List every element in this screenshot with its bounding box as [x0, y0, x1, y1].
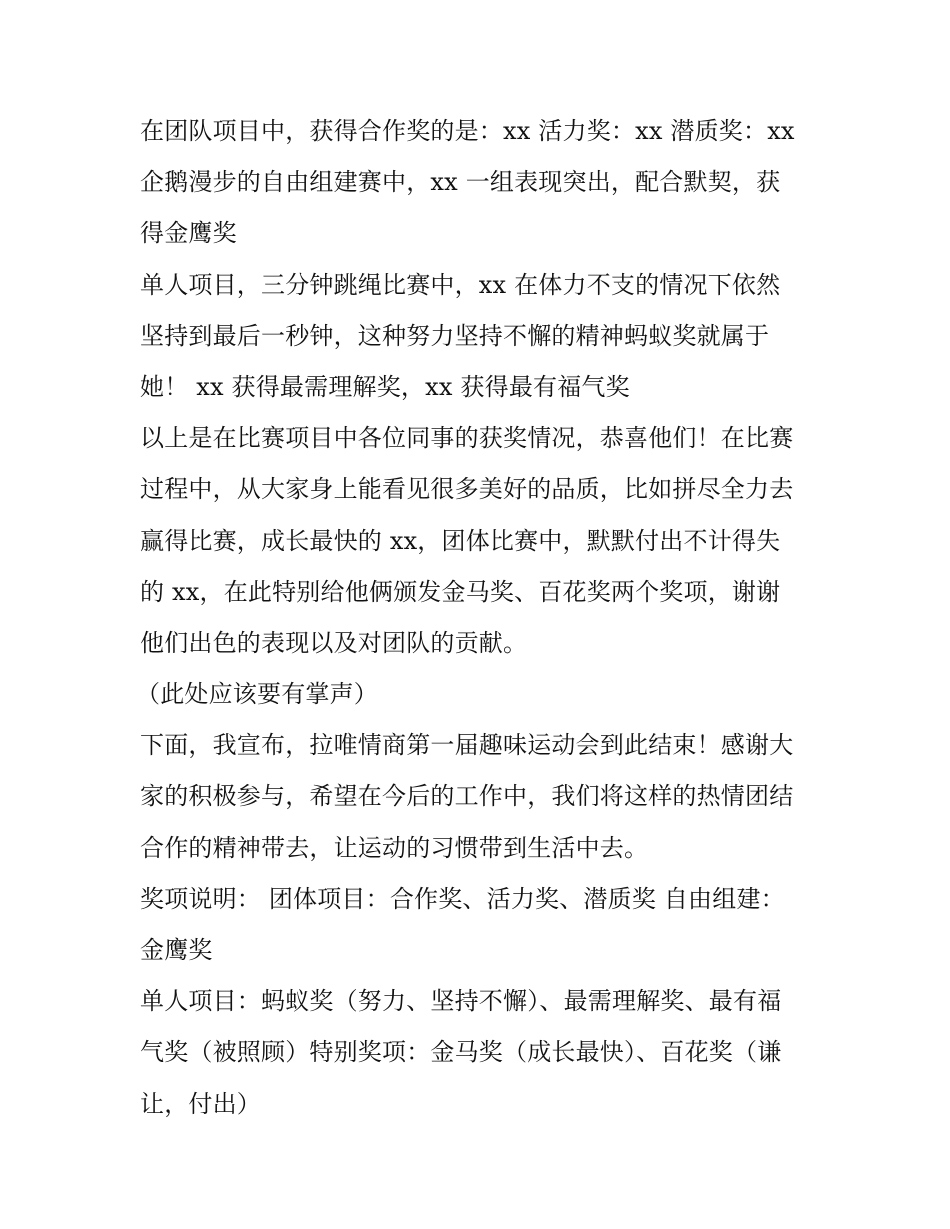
text-line: 赢得比赛，成长最快的 xx，团体比赛中，默默付出不计得失: [140, 526, 781, 555]
text-line: 金鹰奖: [140, 936, 213, 964]
text-line: 单人项目，三分钟跳绳比赛中，xx 在体力不支的情况下依然: [140, 270, 781, 299]
text-line: （此处应该要有掌声）: [136, 680, 378, 709]
text-line: 家的积极参与，希望在今后的工作中，我们将这样的热情团结: [140, 782, 794, 811]
text-line: 过程中，从大家身上能看见很多美好的品质，比如拼尽全力去: [140, 475, 794, 504]
text-line: 气奖（被照顾）特别奖项：金马奖（成长最快）、百花奖（谦: [140, 1038, 782, 1067]
text-line: 坚持到最后一秒钟，这种努力坚持不懈的精神蚂蚁奖就属于: [140, 321, 770, 350]
text-line: 单人项目：蚂蚁奖（努力、坚持不懈）、最需理解奖、最有福: [140, 987, 782, 1016]
document-body: [136, 106, 820, 1130]
text-line: 她！ xx 获得最需理解奖，xx 获得最有福气奖: [140, 372, 630, 401]
text-line: 下面，我宣布，拉唯情商第一届趣味运动会到此结束！感谢大: [140, 731, 794, 760]
text-line: 合作的精神带去，让运动的习惯带到生活中去。: [140, 833, 649, 862]
text-line: 让，付出）: [140, 1089, 261, 1118]
text-line: 在团队项目中，获得合作奖的是：xx 活力奖：xx 潜质奖：xx: [140, 117, 795, 145]
text-line: 奖项说明： 团体项目：合作奖、活力奖、潜质奖 自由组建：: [140, 884, 785, 913]
text-line: 得金鹰奖: [140, 219, 237, 248]
text-line: 以上是在比赛项目中各位同事的获奖情况，恭喜他们！在比赛: [140, 424, 794, 453]
text-line: 的 xx，在此特别给他俩颁发金马奖、百花奖两个奖项，谢谢: [140, 577, 781, 606]
text-line: 他们出色的表现以及对团队的贡献。: [140, 628, 528, 657]
text-line: 企鹅漫步的自由组建赛中，xx 一组表现突出，配合默契，获: [140, 168, 781, 197]
